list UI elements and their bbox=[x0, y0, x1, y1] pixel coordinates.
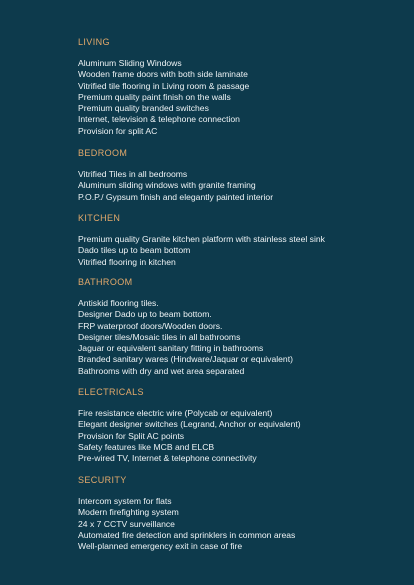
list-item: Fire resistance electric wire (Polycab or equivalent) bbox=[78, 408, 273, 418]
list-item: Branded sanitary wares (Hindware/Jaquar or equivalent) bbox=[78, 354, 293, 365]
list-item: Safety features like MCB and ELCB bbox=[78, 441, 215, 452]
section-electricals bbox=[78, 387, 398, 464]
list-item: Premium quality branded switches bbox=[78, 103, 209, 114]
list-item: Intercom system for flats bbox=[78, 496, 172, 506]
section-bathroom bbox=[78, 277, 398, 377]
section-title-bedroom: BEDROOM bbox=[78, 148, 128, 158]
list-item: Aluminum Sliding Windows bbox=[78, 58, 182, 68]
list-item: Internet, television & telephone connection bbox=[78, 114, 240, 125]
section-title-kitchen: KITCHEN bbox=[78, 213, 121, 223]
list-item: P.O.P./ Gypsum finish and elegantly painted interior bbox=[78, 191, 274, 202]
section-title-living: LIVING bbox=[78, 37, 110, 47]
list-item: Well-planned emergency exit in case of fire bbox=[78, 541, 243, 552]
list-item: Vitrified tile flooring in Living room & passage bbox=[78, 80, 250, 91]
list-item: Aluminum sliding windows with granite framing bbox=[78, 180, 256, 191]
list-item: Premium quality paint finish on the walls bbox=[78, 91, 231, 102]
list-item: Designer tiles/Mosaic tiles in all bathrooms bbox=[78, 331, 241, 342]
list-item: Designer Dado up to beam bottom. bbox=[78, 309, 212, 320]
list-item: Provision for Split AC points bbox=[78, 430, 185, 441]
section-title-electricals: ELECTRICALS bbox=[78, 387, 144, 397]
list-item: Dado tiles up to beam bottom bbox=[78, 245, 191, 256]
list-item: Premium quality Granite kitchen platform with stainless steel sink bbox=[78, 234, 325, 244]
section-security bbox=[78, 475, 398, 552]
list-item: Vitrified Tiles in all bedrooms bbox=[78, 169, 188, 179]
list-item: Pre-wired TV, Internet & telephone connectivity bbox=[78, 453, 257, 464]
list-item: Modern firefighting system bbox=[78, 507, 179, 518]
list-item: FRP waterproof doors/Wooden doors. bbox=[78, 320, 223, 331]
list-item: Wooden frame doors with both side laminate bbox=[78, 69, 248, 80]
list-item: Automated fire detection and sprinklers in common areas bbox=[78, 529, 296, 540]
list-item: Elegant designer switches (Legrand, Anchor or equivalent) bbox=[78, 419, 301, 430]
list-item: Vitrified flooring in kitchen bbox=[78, 256, 176, 267]
section-title-bathroom: BATHROOM bbox=[78, 277, 133, 287]
section-living bbox=[78, 37, 398, 137]
section-kitchen bbox=[78, 213, 398, 268]
section-bedroom bbox=[78, 148, 398, 203]
list-item: Provision for split AC bbox=[78, 125, 158, 136]
list-item: Bathrooms with dry and wet area separated bbox=[78, 365, 245, 376]
section-title-security: SECURITY bbox=[78, 475, 127, 485]
list-item: 24 x 7 CCTV surveillance bbox=[78, 518, 175, 529]
list-item: Jaguar or equivalent sanitary fitting in bathrooms bbox=[78, 343, 264, 354]
list-item: Antiskid flooring tiles. bbox=[78, 298, 159, 308]
